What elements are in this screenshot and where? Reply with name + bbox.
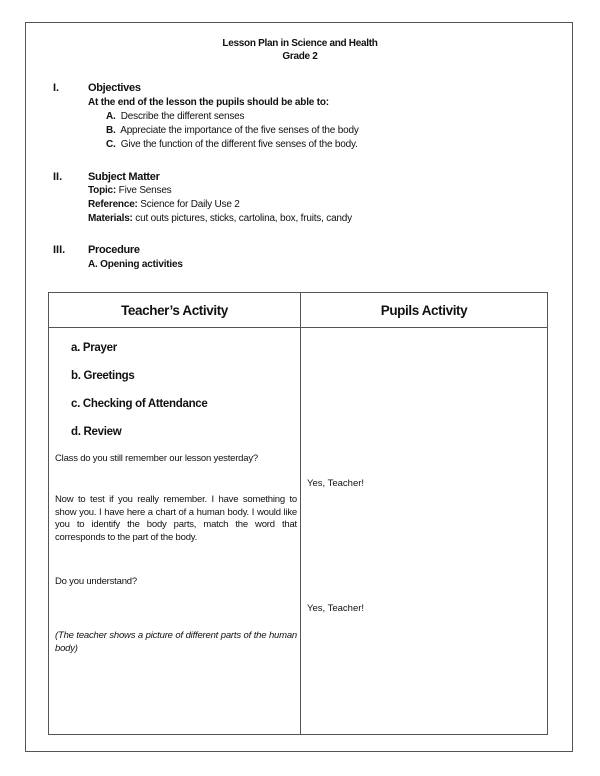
section-number-objectives: I. [53, 82, 60, 94]
step-greetings: b. Greetings [71, 370, 135, 382]
activity-table [48, 292, 548, 735]
step-attendance: c. Checking of Attendance [71, 398, 208, 410]
procedure-heading: Procedure [88, 244, 140, 256]
procedure-subheading: A. Opening activities [88, 259, 183, 270]
objectives-intro: At the end of the lesson the pupils should be able to: [88, 97, 329, 108]
teacher-activity-cell [49, 328, 301, 735]
pupil-response: Yes, Teacher! [307, 603, 365, 614]
reference-line: Reference: Science for Daily Use 2 [88, 199, 240, 210]
pupils-activity-cell [301, 328, 548, 735]
pupil-response: Yes, Teacher! [307, 478, 365, 489]
materials-line: Materials: cut outs pictures, sticks, cartolina, box, fruits, candy [88, 213, 352, 224]
section-number-procedure: III. [53, 244, 66, 256]
document-title: Lesson Plan in Science and Health [222, 38, 378, 49]
teacher-line: Class do you still remember our lesson yesterday? [55, 453, 258, 464]
objective-item: A. Describe the different senses [106, 111, 245, 122]
objectives-heading: Objectives [88, 82, 141, 94]
topic-line: Topic: Five Senses [88, 185, 172, 196]
teacher-activity-header: Teacher’s Activity [49, 293, 301, 328]
subject-matter-heading: Subject Matter [88, 171, 160, 183]
step-review: d. Review [71, 426, 122, 438]
section-number-subject-matter: II. [53, 171, 63, 183]
objective-item: C. Give the function of the different five senses of the body. [106, 139, 358, 150]
pupils-activity-header: Pupils Activity [301, 293, 548, 328]
document-grade: Grade 2 [282, 51, 318, 62]
teacher-line: Now to test if you really remember. I have something to show you. I have here a chart of a human body. I would like you to identify the body parts, match the word that corresponds to the part of the body. [55, 494, 297, 543]
teacher-line: Do you understand? [55, 576, 137, 587]
objective-item: B. Appreciate the importance of the five senses of the body [106, 125, 359, 136]
step-prayer: a. Prayer [71, 342, 117, 354]
teacher-line: (The teacher shows a picture of different parts of the human body) [55, 630, 297, 654]
